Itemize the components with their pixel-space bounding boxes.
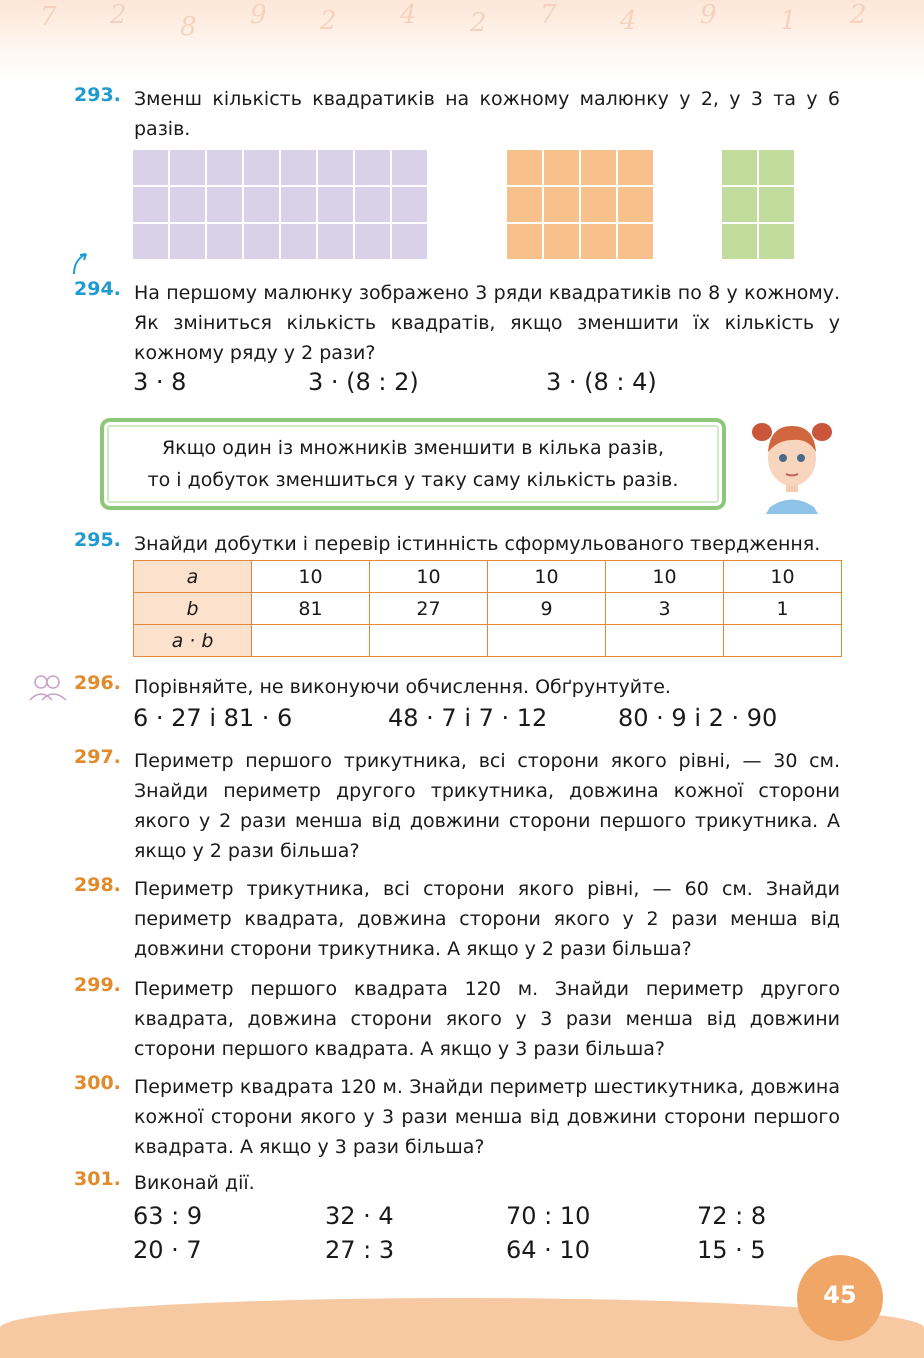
- task-text: Знайди добутки і перевір істинність сформульованого твердження.: [134, 533, 821, 555]
- rule-line: то і добуток зменшиться у таку саму кількість разів.: [147, 469, 679, 491]
- grid-square: [581, 150, 616, 185]
- task-301: [74, 1168, 840, 1198]
- grid-square: [618, 224, 653, 259]
- grid-square: [722, 224, 757, 259]
- grid-square: [170, 150, 205, 185]
- expression: 48 · 7 і 7 · 12: [388, 704, 548, 732]
- grid-square: [759, 224, 794, 259]
- grid-square: [544, 187, 579, 222]
- task-293: [74, 84, 840, 144]
- decorative-header-band: 7 2 8 9 2 4 2 7 4 9 1 2: [0, 0, 924, 80]
- expression: 3 · (8 : 2): [308, 368, 419, 396]
- grid-square: [581, 187, 616, 222]
- task-300: [74, 1072, 840, 1162]
- task-text: Периметр квадрата 120 м. Знайди периметр шестикутника, довжина кожної сторони якого у 3 рази менша від довжини сторони першого квадрата. А якщо у 3 рази більша?: [134, 1076, 840, 1158]
- task-number: 301.: [74, 1168, 121, 1190]
- expression: 64 · 10: [506, 1236, 590, 1264]
- grid-square: [618, 150, 653, 185]
- grid-square: [507, 187, 542, 222]
- task-text: Периметр трикутника, всі сторони якого рівні, — 60 см. Знайди периметр квадрата, довжина сторони якого у 2 рази менша від довжини сторони трикутника. А якщо у 2 рази більша?: [134, 878, 840, 960]
- row-label: b: [134, 593, 252, 625]
- task-number: 296.: [74, 672, 121, 694]
- table-row: [134, 593, 842, 625]
- grid-square: [207, 224, 242, 259]
- grid-square: [759, 187, 794, 222]
- grid-square: [207, 187, 242, 222]
- row-label: a: [134, 561, 252, 593]
- task-text: Периметр першого квадрата 120 м. Знайди периметр другого квадрата, довжина сторони якого у 3 рази менша від довжини сторони першого квадрата. А якщо у 3 рази більша?: [134, 978, 840, 1060]
- grid-square: [392, 224, 427, 259]
- grid-square: [244, 150, 279, 185]
- pair-work-icon: [28, 672, 68, 702]
- grid-square: [244, 224, 279, 259]
- task-number: 300.: [74, 1072, 121, 1094]
- rule-line: Якщо один із множників зменшити в кілька разів,: [161, 437, 665, 459]
- task-297: [74, 746, 840, 866]
- table-row: [134, 625, 842, 657]
- table-cell: [370, 625, 488, 657]
- task-299: [74, 974, 840, 1064]
- task-298: [74, 874, 840, 964]
- expression: 20 · 7: [133, 1236, 202, 1264]
- grid-square: [170, 187, 205, 222]
- grid-square: [759, 150, 794, 185]
- task-296: [74, 672, 840, 702]
- orange-square-grid: [507, 150, 653, 259]
- table-cell: 10: [724, 561, 842, 593]
- task-text: Периметр першого трикутника, всі сторони якого рівні, — 30 см. Знайди периметр другого трикутника, довжина кожної сторони якого у 2 рази менша від довжини сторони першого трикутника. А якщо у 2 рази більша?: [134, 750, 840, 862]
- grid-square: [318, 187, 353, 222]
- table-cell: [252, 625, 370, 657]
- grid-square: [355, 150, 390, 185]
- grid-square: [392, 150, 427, 185]
- task-number: 297.: [74, 746, 121, 768]
- expression: 63 : 9: [133, 1202, 203, 1230]
- grid-square: [507, 150, 542, 185]
- grid-square: [355, 224, 390, 259]
- grid-square: [392, 187, 427, 222]
- grid-square: [281, 224, 316, 259]
- green-square-grid: [722, 150, 794, 259]
- table-cell: 1: [724, 593, 842, 625]
- grid-square: [170, 224, 205, 259]
- lilac-square-grid: [133, 150, 427, 259]
- row-label: a · b: [134, 625, 252, 657]
- grid-square: [133, 187, 168, 222]
- expression: 80 · 9 і 2 · 90: [618, 704, 778, 732]
- expression: 27 : 3: [325, 1236, 395, 1264]
- grid-square: [544, 150, 579, 185]
- grid-square: [722, 187, 757, 222]
- grid-square: [281, 150, 316, 185]
- expression: 6 · 27 і 81 · 6: [133, 704, 293, 732]
- rule-box: [100, 418, 726, 510]
- task-number: 295.: [74, 529, 121, 551]
- decorative-footer-band: [0, 1298, 924, 1358]
- expression: 72 : 8: [697, 1202, 767, 1230]
- grid-square: [618, 187, 653, 222]
- grid-square: [281, 187, 316, 222]
- curved-arrow-icon: [70, 250, 92, 276]
- grid-square: [318, 224, 353, 259]
- page-number: 45: [797, 1255, 883, 1341]
- values-table: [133, 560, 842, 657]
- expression: 15 · 5: [697, 1236, 766, 1264]
- table-cell: [724, 625, 842, 657]
- table-cell: 3: [606, 593, 724, 625]
- grid-square: [318, 150, 353, 185]
- grid-square: [544, 224, 579, 259]
- expression: 3 · (8 : 4): [546, 368, 657, 396]
- table-cell: 27: [370, 593, 488, 625]
- table-row: [134, 561, 842, 593]
- grid-square: [133, 150, 168, 185]
- expression: 70 : 10: [506, 1202, 591, 1230]
- task-text: Виконай дії.: [134, 1172, 255, 1194]
- table-cell: [488, 625, 606, 657]
- girl-illustration: [750, 412, 834, 514]
- grid-square: [133, 224, 168, 259]
- task-number: 299.: [74, 974, 121, 996]
- table-cell: 10: [606, 561, 724, 593]
- expression: 3 · 8: [133, 368, 187, 396]
- table-cell: 10: [488, 561, 606, 593]
- table-cell: 10: [370, 561, 488, 593]
- table-cell: 81: [252, 593, 370, 625]
- task-number: 293.: [74, 84, 121, 106]
- task-294: [74, 278, 840, 368]
- grid-square: [355, 187, 390, 222]
- task-text: Порівняйте, не виконуючи обчислення. Обґрунтуйте.: [134, 676, 671, 698]
- grid-square: [244, 187, 279, 222]
- grid-square: [507, 224, 542, 259]
- task-text: Зменш кількість квадратиків на кожному малюнку у 2, у 3 та у 6 разів.: [134, 88, 840, 140]
- table-cell: 9: [488, 593, 606, 625]
- task-295: [74, 529, 840, 559]
- grid-square: [722, 150, 757, 185]
- task-number: 298.: [74, 874, 121, 896]
- grid-square: [581, 224, 616, 259]
- task-text: На першому малюнку зображено 3 ряди квадратиків по 8 у кожному. Як зміниться кількість квадратів, якщо зменшити їх кількість у кожному ряду у 2 рази?: [134, 282, 840, 364]
- table-cell: [606, 625, 724, 657]
- expression: 32 · 4: [325, 1202, 394, 1230]
- table-cell: 10: [252, 561, 370, 593]
- grid-square: [207, 150, 242, 185]
- task-number: 294.: [74, 278, 121, 300]
